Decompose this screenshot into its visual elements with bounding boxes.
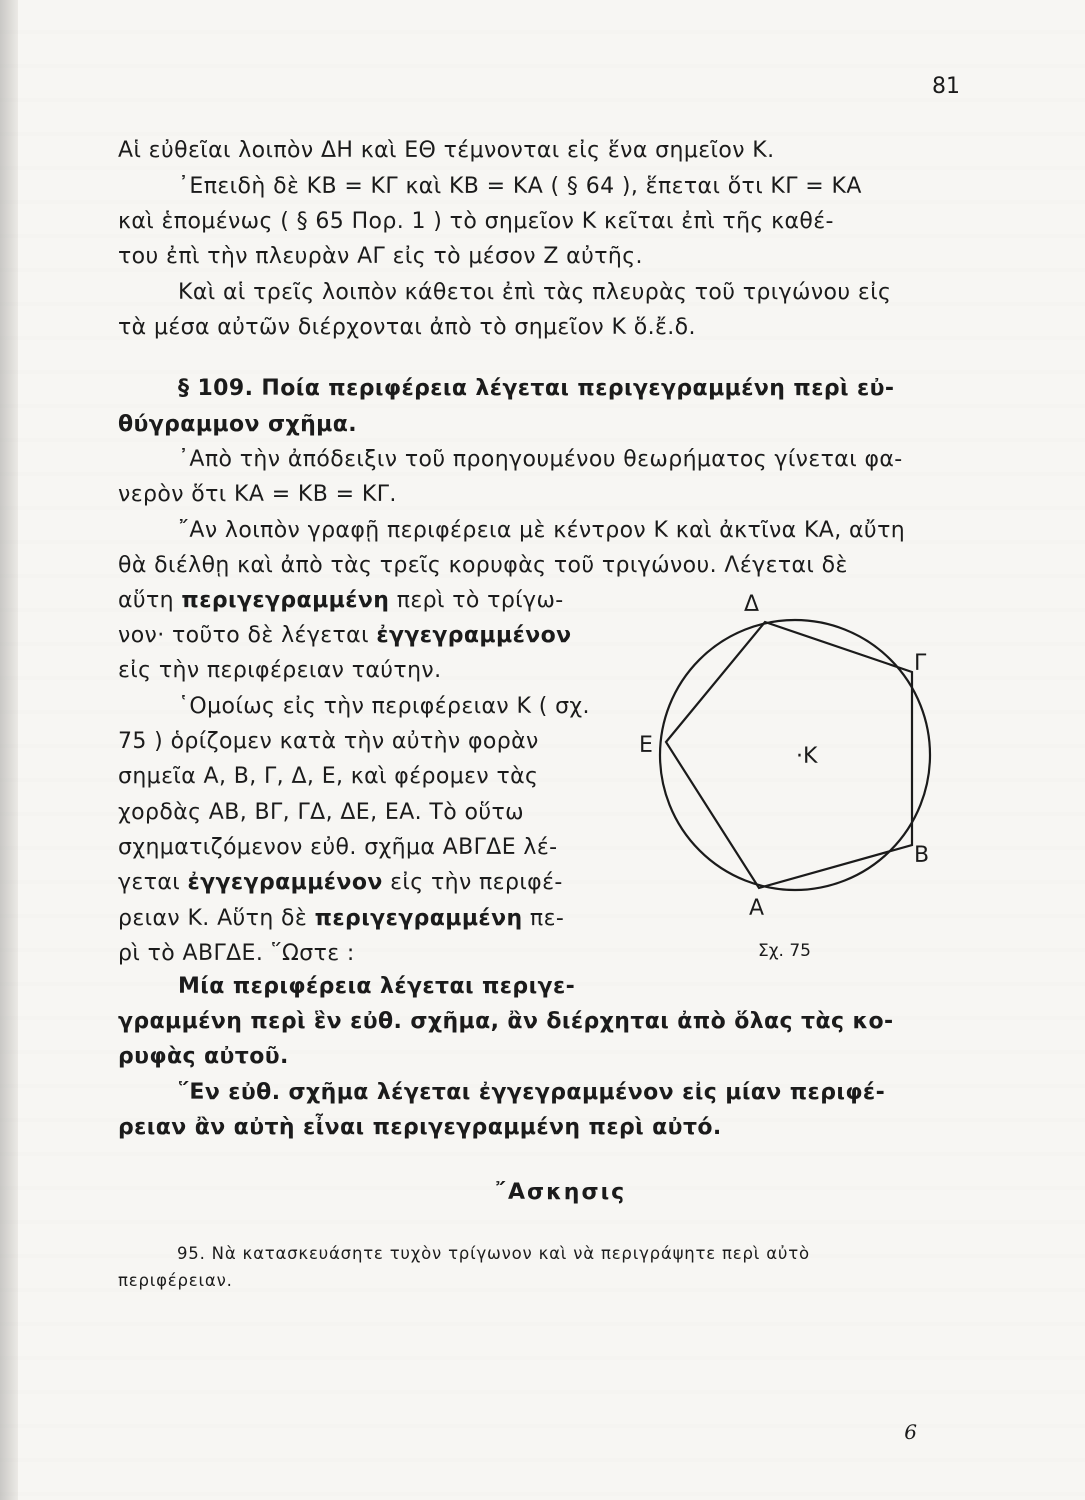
- text-line: ρὶ τὸ ΑΒΓΔΕ. ῞Ωστε :: [118, 941, 355, 966]
- definition-text: Μία περιφέρεια λέγεται περιγε-: [178, 974, 576, 999]
- center-label: ·Κ: [796, 744, 818, 769]
- text-line: θὰ διέλθῃ καὶ ἀπὸ τὰς τρεῖς κορυφὰς τοῦ τριγώνου. Λέγεται δὲ: [118, 553, 848, 578]
- vertex-label-beta: Β: [914, 843, 930, 868]
- signature-number: 6: [904, 1420, 917, 1444]
- figure-caption: Σχ. 75: [758, 941, 812, 961]
- text-run: νον· τοῦτο δὲ λέγεται: [118, 623, 377, 648]
- exercise-heading: ῎Ασκησις: [495, 1180, 627, 1205]
- text-line: τὰ μέσα αὐτῶν διέρχονται ἀπὸ τὸ σημεῖον Κ ὅ.ἔ.δ.: [118, 315, 696, 340]
- definition-text: γραμμένη περὶ ἓν εὐθ. σχῆμα, ἂν διέρχηται ἀπὸ ὅλας τὰς κο-: [118, 1009, 894, 1034]
- section-heading: θύγραμμον σχῆμα.: [118, 412, 358, 437]
- text-line: ῎Αν λοιπὸν γραφῇ περιφέρεια μὲ κέντρον Κ καὶ ἀκτῖνα ΚΑ, αὔτη: [178, 518, 906, 543]
- text-line: σχηματιζόμενον εὐθ. σχῆμα ΑΒΓΔΕ λέ-: [118, 835, 558, 860]
- text-line: ᾿Απὸ τὴν ἀπόδειξιν τοῦ προηγουμένου θεωρήματος γίνεται φα-: [178, 447, 903, 472]
- text-line: χορδὰς ΑΒ, ΒΓ, ΓΔ, ΔΕ, ΕΑ. Τὸ οὕτω: [118, 800, 524, 825]
- text-line: ᾿Επειδὴ δὲ ΚΒ = ΚΓ καὶ ΚΒ = ΚΑ ( § 64 ), ἕπεται ὅτι ΚΓ = ΚΑ: [178, 174, 862, 199]
- text-run: ρειαν Κ. Αὕτη δὲ: [118, 906, 315, 931]
- bold-term: περιγεγραμμένη: [181, 588, 390, 613]
- circumscribed-pentagon-figure: [632, 585, 962, 965]
- text-line: Καὶ αἱ τρεῖς λοιπὸν κάθετοι ἐπὶ τὰς πλευρὰς τοῦ τριγώνου εἰς: [178, 280, 892, 305]
- bold-term: περιγεγραμμένη: [314, 906, 523, 931]
- definition-text: ρυφὰς αὐτοῦ.: [118, 1044, 289, 1069]
- text-line: 75 ) ὁρίζομεν κατὰ τὴν αὐτὴν φορὰν: [118, 729, 539, 754]
- text-line: εἰς τὴν περιφέρειαν ταύτην.: [118, 658, 442, 683]
- text-line: νερὸν ὅτι ΚΑ = ΚΒ = ΚΓ.: [118, 482, 397, 507]
- definition-text: ρειαν ἂν αὐτὴ εἶναι περιγεγραμμένη περὶ αὐτό.: [118, 1115, 722, 1140]
- section-heading: § 109. Ποία περιφέρεια λέγεται περιγεγραμμένη περὶ εὐ-: [178, 376, 895, 401]
- definition-text: ῞Εν εὐθ. σχῆμα λέγεται ἐγγεγραμμένον εἰς μίαν περιφέ-: [178, 1080, 886, 1105]
- vertex-label-delta: Δ: [744, 592, 760, 617]
- text-run: πε-: [522, 906, 565, 931]
- text-line: [118, 906, 564, 931]
- inscribed-pentagon: [666, 622, 912, 888]
- text-run: γεται: [118, 870, 188, 895]
- text-line: του ἐπὶ τὴν πλευρὰν ΑΓ εἰς τὸ μέσον Ζ αὐτῆς.: [118, 244, 643, 269]
- text-line: [118, 623, 572, 648]
- exercise-text: περιφέρειαν.: [118, 1271, 233, 1290]
- text-run: εἰς τὴν περιφέ-: [382, 870, 563, 895]
- text-run: περὶ τὸ τρίγω-: [389, 588, 564, 613]
- text-line: ῾Ομοίως εἰς τὴν περιφέρειαν Κ ( σχ.: [178, 694, 590, 719]
- text-line: Αἱ εὐθεῖαι λοιπὸν ΔΗ καὶ ΕΘ τέμνονται εἰς ἕνα σημεῖον Κ.: [118, 138, 775, 163]
- vertex-label-alpha: Α: [749, 896, 765, 921]
- exercise-text: 95. Νὰ κατασκευάσητε τυχὸν τρίγωνον καὶ νὰ περιγράψητε περὶ αὐτὸ: [177, 1244, 810, 1263]
- text-line: [118, 870, 563, 895]
- text-line: καὶ ἑπομένως ( § 65 Πορ. 1 ) τὸ σημεῖον Κ κεῖται ἐπὶ τῆς καθέ-: [118, 209, 834, 234]
- bold-term: ἐγγεγραμμένον: [187, 870, 383, 895]
- bold-term: ἐγγεγραμμένον: [376, 623, 572, 648]
- text-line: σημεῖα Α, Β, Γ, Δ, Ε, καὶ φέρομεν τὰς: [118, 764, 539, 789]
- circumcircle: [660, 620, 930, 890]
- vertex-label-epsilon: Ε: [639, 733, 653, 758]
- vertex-label-gamma: Γ: [914, 651, 927, 676]
- text-run: αὕτη: [118, 588, 182, 613]
- text-line: [118, 588, 564, 613]
- page-number: 81: [932, 74, 960, 99]
